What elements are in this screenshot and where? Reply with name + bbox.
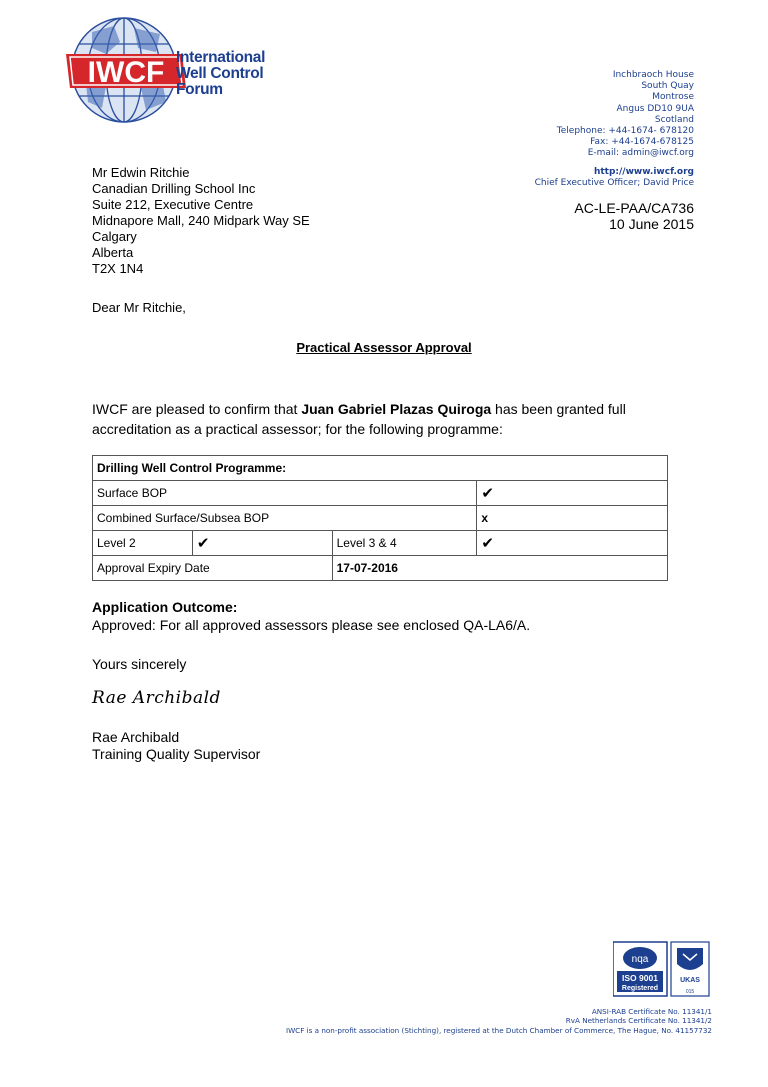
company-telephone: Telephone: +44-1674- 678120 — [556, 126, 694, 137]
company-email: E-mail: admin@iwcf.org — [587, 148, 694, 159]
recipient-line: Canadian Drilling School Inc — [92, 181, 256, 196]
level34-label: Level 3 & 4 — [332, 531, 477, 556]
address-line: Scotland — [654, 114, 694, 125]
signer-block — [92, 729, 260, 763]
closing: Yours sincerely — [92, 656, 187, 672]
programme-table — [92, 455, 668, 581]
address-line: Montrose — [652, 92, 694, 103]
logo-name-line: International — [176, 49, 266, 66]
signer-title: Training Quality Supervisor — [92, 746, 261, 762]
table-row — [93, 456, 668, 481]
recipient-line: Alberta — [92, 245, 134, 260]
footer-line: ANSI-RAB Certificate No. 11341/1 — [591, 1007, 712, 1016]
body-intro: IWCF are pleased to confirm that — [92, 401, 302, 417]
company-fax: Fax: +44-1674-678125 — [590, 137, 694, 148]
address-line: Inchbraoch House — [612, 70, 694, 80]
svg-text:IWCF: IWCF — [87, 56, 165, 89]
iwcf-badge — [66, 54, 186, 89]
table-row — [93, 556, 668, 581]
combined-bop-cross-mark: x — [477, 506, 668, 531]
recipient-line: Calgary — [92, 229, 137, 244]
reference-block — [574, 200, 694, 232]
level2-label: Level 2 — [93, 531, 193, 556]
combined-bop-label: Combined Surface/Subsea BOP — [93, 506, 477, 531]
recipient-line: Midnapore Mall, 240 Midpark Way SE — [92, 213, 310, 228]
svg-text:ISO 9001: ISO 9001 — [622, 973, 658, 983]
letter-body — [92, 399, 672, 439]
recipient-address — [92, 165, 310, 277]
application-outcome — [92, 598, 530, 634]
footer — [286, 1007, 712, 1035]
surface-bop-label: Surface BOP — [93, 481, 477, 506]
company-executive: Chief Executive Officer; David Price — [534, 177, 694, 188]
svg-text:UKAS: UKAS — [680, 977, 700, 984]
salutation: Dear Mr Ritchie, — [92, 300, 186, 315]
svg-text:nqa: nqa — [631, 954, 649, 965]
signer-name: Rae Archibald — [92, 729, 180, 745]
table-header: Drilling Well Control Programme: — [93, 456, 668, 481]
logo-name-line: Forum — [176, 81, 223, 98]
recipient-line: Suite 212, Executive Centre — [92, 197, 254, 212]
footer-line: RvA Netherlands Certificate No. 11341/2 — [565, 1016, 712, 1026]
company-website: http://www.iwcf.org — [593, 166, 694, 177]
address-line: South Quay — [641, 81, 694, 92]
level2-check-icon: ✔ — [192, 531, 332, 556]
company-address — [535, 70, 694, 189]
svg-text:Registered: Registered — [621, 985, 659, 992]
recipient-line: Mr Edwin Ritchie — [92, 165, 190, 180]
assessor-name: Juan Gabriel Plazas Quiroga — [301, 401, 492, 417]
outcome-text: Approved: For all approved assessors please see enclosed QA-LA6/A. — [92, 617, 531, 633]
certification-logos — [613, 940, 713, 998]
reference-code: AC-LE-PAA/CA736 — [574, 200, 694, 216]
recipient-line: T2X 1N4 — [92, 261, 144, 276]
table-row — [93, 481, 668, 506]
level34-check-icon: ✔ — [477, 531, 668, 556]
surface-bop-check-icon: ✔ — [477, 481, 668, 506]
table-row — [93, 531, 668, 556]
logo-name-line: Well Control — [176, 65, 264, 82]
nqa-iso-logo — [613, 942, 667, 996]
signature: Rae Archibald — [92, 688, 221, 708]
outcome-heading: Application Outcome: — [92, 599, 238, 615]
table-row — [93, 506, 668, 531]
expiry-value: 17-07-2016 — [332, 556, 667, 581]
letter-subject: Practical Assessor Approval — [296, 340, 472, 355]
svg-text:015: 015 — [685, 989, 695, 995]
address-line: Angus DD10 9UA — [616, 103, 694, 114]
ukas-logo — [671, 942, 709, 996]
letter-date: 10 June 2015 — [609, 216, 694, 232]
body-rest: has been granted full accreditation as a practical assessor; for the following programme: — [92, 401, 626, 437]
logo-org-name — [176, 50, 265, 98]
expiry-label: Approval Expiry Date — [93, 556, 333, 581]
footer-line: IWCF is a non-profit association (Stichting), registered at the Dutch Chamber of Commerce, The Hague, No. 41157732 — [285, 1025, 712, 1035]
